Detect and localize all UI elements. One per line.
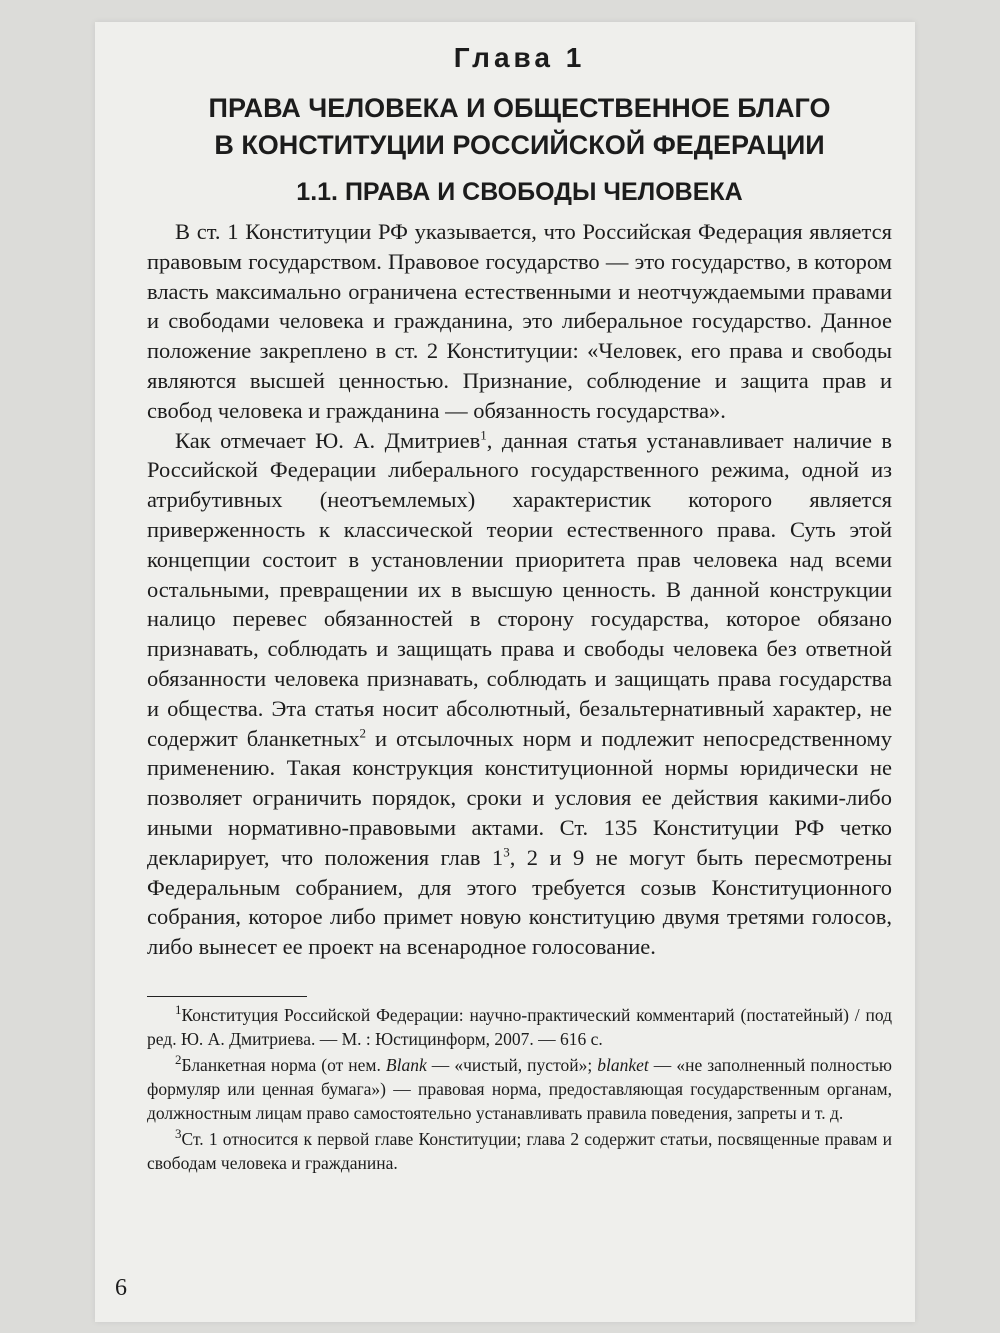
book-page xyxy=(95,22,915,1322)
paragraph-2-part-b: , данная статья устанавливает наличие в Российской Федерации либерального государственного режима, одной из атрибутивных (неотъемлемых) характеристик которого является приверженность к классической теории естественного права. Суть этой концепции состоит в установлении приоритета прав человека над всеми остальными, превращении их в высшую ценность. В данной конструкции налицо перевес обязанностей в сторону государства, которое обязано признавать, соблюдать и защищать права и свободы человека без ответной обязанности человека признавать, соблюдать и защищать права государства и общества. Эта статья носит абсолютный, безальтернативный характер, не содержит бланкетных xyxy=(147,427,893,751)
paragraph-2 xyxy=(147,426,892,962)
footnote-3-mark: 3 xyxy=(175,1126,182,1142)
footnote-ref-2: 2 xyxy=(359,725,366,741)
footnote-ref-1: 1 xyxy=(480,427,487,443)
chapter-title-line-1: ПРАВА ЧЕЛОВЕКА И ОБЩЕСТВЕННОЕ БЛАГО xyxy=(208,93,831,123)
paragraph-2-part-d: , 2 и 9 не могут быть пересмотрены Федеральным собранием, для этого требуется созыв Конституционного собрания, которое либо примет новую конституцию двумя третями голосов, либо вынесет ее проект на всенародное голосование. xyxy=(147,844,892,960)
paragraph-1: В ст. 1 Конституции РФ указывается, что Российская Федерация является правовым государством. Правовое государство — это государство, в котором власть максимально ограничена естественными и неотчуждаемыми правами и свободами человека и гражданина, это либеральное государство. Данное положение закреплено в ст. 2 Конституции: «Человек, его права и свободы являются высшей ценностью. Признание, соблюдение и защита прав и свобод человека и гражданина — обязанность государства». xyxy=(147,219,892,423)
footnote-1 xyxy=(147,1003,892,1051)
page-content xyxy=(147,42,892,1177)
page-number: 6 xyxy=(115,1275,127,1301)
footnote-3-text: Ст. 1 относится к первой главе Конституции; глава 2 содержит статьи, посвященные правам и свободам человека и гражданина. xyxy=(147,1128,892,1173)
chapter-title xyxy=(147,90,892,164)
footnote-3 xyxy=(147,1127,892,1175)
section-heading: 1.1. ПРАВА И СВОБОДЫ ЧЕЛОВЕКА xyxy=(296,178,743,206)
paragraph-2-part-c: и отсылочных норм и подлежит непосредственному применению. Такая конструкция конституционной нормы юридически не позволяет ограничить порядок, сроки и условия ее действия какими-либо иными нормативно-правовыми актами. Ст. 135 Конституции РФ четко декларирует, что положения глав 1 xyxy=(147,725,892,870)
footnote-2-italic-2: blanket xyxy=(597,1054,649,1075)
footnote-ref-3: 3 xyxy=(503,844,510,860)
footnote-2-mark: 2 xyxy=(175,1052,182,1068)
footnote-2-part-b: — «чистый, пустой»; xyxy=(426,1054,598,1075)
footnote-divider xyxy=(147,996,307,997)
paragraph-2-part-a: Как отмечает Ю. А. Дмитриев xyxy=(175,427,481,453)
footnote-2-part-c: — «не заполненный полностью формуляр или ценная бумага») — правовая норма, предоставляющая государственным органам, должностным лицам право самостоятельно устанавливать правила поведения, запреты и т. д. xyxy=(147,1054,892,1123)
footnote-2-part-a: Бланкетная норма (от нем. xyxy=(181,1054,386,1075)
chapter-heading: Глава 1 xyxy=(453,42,586,73)
footnote-2 xyxy=(147,1053,892,1125)
footnote-2-italic-1: Blank xyxy=(385,1054,427,1075)
footnote-1-text: Конституция Российской Федерации: научно-практический комментарий (постатейный) / под ред. Ю. А. Дмитриева. — М. : Юстицинформ, 2007. — 616 с. xyxy=(147,1004,892,1049)
footnote-1-mark: 1 xyxy=(175,1002,182,1018)
chapter-title-line-2: В КОНСТИТУЦИИ РОССИЙСКОЙ ФЕДЕРАЦИИ xyxy=(214,130,825,160)
